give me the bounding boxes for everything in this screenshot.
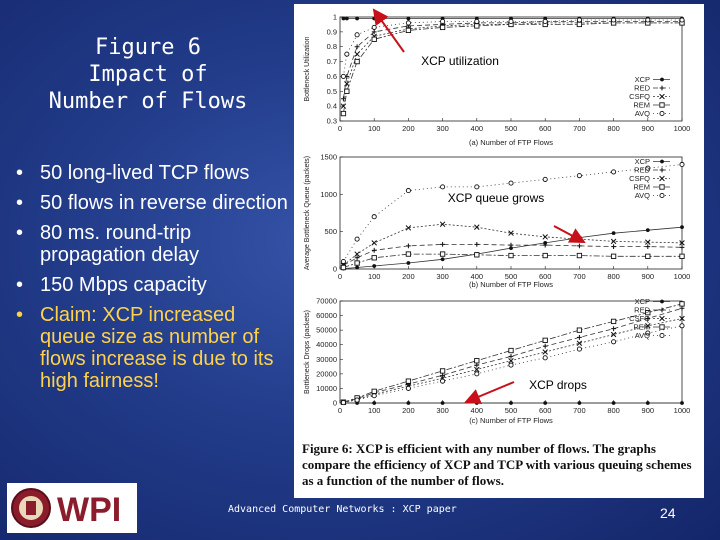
x-tick-label: 400 <box>470 124 484 133</box>
y-axis-label: Bottleneck Utilization <box>304 36 311 102</box>
annotation-2 <box>442 190 585 242</box>
y-tick-label: 0 <box>332 398 337 408</box>
x-tick-label: 500 <box>504 124 518 133</box>
data-point <box>680 401 684 405</box>
x-tick-label: 400 <box>470 406 484 415</box>
x-tick-label: 0 <box>337 124 343 133</box>
x-tick-label: 300 <box>436 406 449 415</box>
data-point <box>660 316 665 321</box>
data-point <box>441 19 445 23</box>
y-tick-label: 0.8 <box>326 42 337 52</box>
data-point <box>612 401 616 405</box>
x-tick-label: 900 <box>641 124 655 133</box>
data-point <box>660 300 664 304</box>
x-tick-label: 800 <box>607 272 620 281</box>
data-point <box>543 344 548 349</box>
data-point <box>406 243 411 248</box>
chart-1 <box>304 13 690 148</box>
data-point <box>372 394 376 398</box>
data-point <box>406 379 410 383</box>
data-point <box>440 369 444 373</box>
figure-panel <box>294 4 704 498</box>
data-point <box>660 103 664 107</box>
data-point <box>474 363 479 368</box>
footer-text: Advanced Computer Networks : XCP paper <box>228 504 457 515</box>
y-tick-label: 30000 <box>316 354 337 364</box>
data-point <box>342 17 346 21</box>
figure-caption: Figure 6: XCP is efficient with any number of flows. The graphs compare the efficiency of XCP and TCP with various queuing schemes as a function of the number of flows. <box>302 441 692 488</box>
data-point <box>646 254 650 258</box>
x-tick-label: 700 <box>573 272 586 281</box>
data-point <box>440 242 445 247</box>
legend-label: CSFQ <box>629 174 650 183</box>
x-tick-label: 900 <box>641 272 655 281</box>
data-point <box>660 176 665 181</box>
y-tick-label: 0.3 <box>326 116 337 126</box>
data-point <box>543 177 547 181</box>
data-point <box>645 244 650 249</box>
data-point <box>474 242 479 247</box>
data-point <box>372 389 376 393</box>
data-point <box>611 332 616 337</box>
data-point <box>475 359 479 363</box>
legend-label: RED <box>634 165 650 175</box>
legend-label: XCP <box>634 75 650 84</box>
data-point <box>646 401 650 405</box>
data-point <box>543 19 547 23</box>
y-tick-label: 20000 <box>316 369 337 379</box>
legend-label: XCP <box>634 157 650 166</box>
data-point <box>475 372 479 376</box>
bullet-list <box>12 162 294 400</box>
chart-3 <box>304 297 690 426</box>
series-rem <box>341 252 684 270</box>
data-point <box>406 386 410 390</box>
y-tick-label: 0.6 <box>326 71 337 81</box>
data-point <box>611 244 616 249</box>
y-tick-label: 50000 <box>316 325 337 335</box>
annotation-label: XCP queue grows <box>447 191 545 205</box>
data-point <box>407 261 411 265</box>
x-tick-label: 600 <box>538 124 552 133</box>
legend-label: XCP <box>634 297 650 306</box>
x-tick-label: 100 <box>367 272 381 281</box>
slide-title <box>28 34 268 115</box>
bullet-item: • 150 Mbps capacity <box>12 274 294 296</box>
data-point <box>680 254 684 258</box>
data-point <box>578 401 582 405</box>
data-point <box>660 160 664 164</box>
x-tick-label: 500 <box>504 406 518 415</box>
data-point <box>355 261 359 265</box>
data-point <box>474 367 479 372</box>
data-point <box>341 265 345 269</box>
data-point <box>372 248 377 253</box>
page-number: 24 <box>660 505 676 521</box>
x-tick-label: 100 <box>367 124 381 133</box>
data-point <box>646 18 650 22</box>
legend-label: CSFQ <box>629 314 650 323</box>
claim-bullet: • Claim: XCP increased queue size as number of flows increase is due to its high fairness! <box>12 304 294 392</box>
data-point <box>660 111 664 115</box>
data-point <box>611 326 616 331</box>
data-point <box>407 17 411 21</box>
chart-2 <box>304 153 690 290</box>
legend-label: AVQ <box>634 191 650 200</box>
data-point <box>441 185 445 189</box>
x-tick-label: 700 <box>573 124 586 133</box>
data-point <box>345 17 349 21</box>
x-tick-label: 300 <box>436 272 449 281</box>
data-point <box>355 266 359 270</box>
x-axis-label: (a) Number of FTP Flows <box>468 138 554 147</box>
series-xcp <box>342 401 684 405</box>
y-tick-label: 0.4 <box>326 101 337 111</box>
legend-label: AVQ <box>634 331 650 340</box>
y-axis-label: Average Bottleneck Queue (packets) <box>304 155 311 271</box>
data-point <box>475 401 479 405</box>
data-point <box>345 89 349 93</box>
data-point <box>509 181 513 185</box>
data-point <box>611 254 615 258</box>
legend <box>629 157 670 200</box>
y-tick-label: 1500 <box>320 152 337 162</box>
data-point <box>355 398 359 402</box>
bullet-item: • 50 long-lived TCP flows <box>12 162 294 184</box>
data-point <box>612 231 616 235</box>
data-point <box>509 348 513 352</box>
y-tick-label: 0.5 <box>326 86 337 96</box>
x-tick-label: 200 <box>402 272 415 281</box>
data-point <box>577 243 582 248</box>
x-tick-label: 600 <box>538 406 552 415</box>
x-axis-label: (b) Number of FTP Flows <box>468 280 554 289</box>
data-point <box>509 19 513 23</box>
data-point <box>509 363 513 367</box>
data-point <box>406 252 410 256</box>
data-point <box>407 401 411 405</box>
x-tick-label: 0 <box>337 406 343 415</box>
data-point <box>406 28 410 32</box>
data-point <box>660 78 664 82</box>
data-point <box>441 401 445 405</box>
slide-title-line-3: Number of Flows <box>48 89 248 114</box>
data-point <box>345 52 349 56</box>
bullet-item: • 50 flows in reverse direction <box>12 192 294 214</box>
bullet-item: • 80 ms. round-trip propagation delay <box>12 222 294 266</box>
y-tick-label: 1000 <box>320 189 337 199</box>
data-point <box>372 17 376 21</box>
annotation-arrow <box>466 382 514 402</box>
legend-label: REM <box>633 322 650 332</box>
x-tick-label: 400 <box>470 272 484 281</box>
data-point <box>577 335 582 340</box>
y-tick-label: 60000 <box>316 311 337 321</box>
data-point <box>543 253 547 257</box>
data-point <box>440 252 444 256</box>
annotation-3 <box>466 377 593 402</box>
data-point <box>355 59 359 63</box>
data-point <box>341 74 345 78</box>
figure-svg <box>294 4 704 498</box>
y-axis-label: Bottleneck Drops (packets) <box>304 309 311 395</box>
data-point <box>475 24 479 28</box>
data-point <box>406 21 410 25</box>
data-point <box>543 234 548 239</box>
data-point <box>509 354 514 359</box>
data-point <box>372 37 376 41</box>
legend-label: RED <box>634 83 650 93</box>
data-point <box>543 401 547 405</box>
data-point <box>680 306 685 311</box>
data-point <box>372 401 376 405</box>
data-point <box>660 333 664 337</box>
x-axis-label: (c) Number of FTP Flows <box>469 416 553 425</box>
x-tick-label: 1000 <box>673 124 691 133</box>
y-tick-label: 0.9 <box>326 27 337 37</box>
annotation-label: XCP drops <box>529 378 587 392</box>
data-point <box>577 18 581 22</box>
data-point <box>372 215 376 219</box>
legend-label: REM <box>633 182 650 192</box>
data-point <box>611 319 615 323</box>
data-point <box>680 18 684 22</box>
x-tick-label: 200 <box>402 124 415 133</box>
wpi-seal-icon <box>7 483 137 533</box>
data-point <box>660 94 665 99</box>
data-point <box>543 350 548 355</box>
x-tick-label: 600 <box>538 272 552 281</box>
series-avq <box>341 324 684 405</box>
data-point <box>475 19 479 23</box>
data-point <box>543 338 547 342</box>
x-tick-label: 0 <box>337 272 343 281</box>
slide-title-line-1: Figure 6 <box>95 35 201 60</box>
data-point <box>680 162 684 166</box>
data-point <box>680 324 684 328</box>
data-point <box>660 168 665 173</box>
data-point <box>441 379 445 383</box>
legend-label: REM <box>633 100 650 110</box>
data-point <box>577 253 581 257</box>
data-point <box>680 225 684 229</box>
x-tick-label: 800 <box>607 406 620 415</box>
data-point <box>475 185 479 189</box>
data-point <box>577 22 581 26</box>
data-point <box>612 170 616 174</box>
data-point <box>355 17 359 21</box>
y-tick-label: 1 <box>332 12 337 22</box>
legend-label: CSFQ <box>629 92 650 101</box>
data-point <box>660 193 664 197</box>
data-point <box>372 25 376 29</box>
data-point <box>577 328 581 332</box>
x-tick-label: 100 <box>367 406 381 415</box>
data-point <box>612 18 616 22</box>
data-point <box>355 52 360 57</box>
data-point <box>680 302 684 306</box>
legend-label: AVQ <box>634 109 650 118</box>
x-tick-label: 900 <box>641 406 655 415</box>
x-tick-label: 300 <box>436 124 449 133</box>
wpi-logo-text: WPI <box>57 491 122 529</box>
data-point <box>509 401 513 405</box>
data-point <box>509 253 513 257</box>
data-point <box>646 228 650 232</box>
y-tick-label: 0.7 <box>326 57 337 67</box>
x-tick-label: 200 <box>402 406 415 415</box>
data-point <box>660 86 665 91</box>
y-tick-label: 500 <box>324 227 337 237</box>
x-tick-label: 800 <box>607 124 620 133</box>
data-point <box>440 25 444 29</box>
data-point <box>660 325 664 329</box>
legend-label: RED <box>634 305 650 315</box>
x-tick-label: 1000 <box>673 272 691 281</box>
data-point <box>372 264 376 268</box>
data-point <box>577 174 581 178</box>
x-tick-label: 500 <box>504 272 518 281</box>
series-line <box>343 319 682 403</box>
x-tick-label: 700 <box>573 406 586 415</box>
legend <box>629 75 670 118</box>
data-point <box>612 340 616 344</box>
data-point <box>441 257 445 261</box>
data-point <box>372 256 376 260</box>
x-tick-label: 1000 <box>673 406 691 415</box>
data-point <box>355 33 359 37</box>
data-point <box>355 237 359 241</box>
slide-title-line-2: Impact of <box>88 62 208 87</box>
data-point <box>341 111 345 115</box>
data-point <box>372 240 377 245</box>
y-tick-label: 40000 <box>316 340 337 350</box>
y-tick-label: 10000 <box>316 383 337 393</box>
data-point <box>577 347 581 351</box>
data-point <box>475 253 479 257</box>
y-tick-label: 0 <box>332 264 337 274</box>
data-point <box>509 243 514 248</box>
data-point <box>341 259 345 263</box>
wpi-logo <box>7 483 137 533</box>
annotation-label: XCP utilization <box>421 54 499 68</box>
data-point <box>660 185 664 189</box>
y-tick-label: 70000 <box>316 296 337 306</box>
data-point <box>680 245 685 250</box>
data-point <box>406 189 410 193</box>
data-point <box>341 400 345 404</box>
data-point <box>509 358 514 363</box>
data-point <box>543 356 547 360</box>
legend <box>629 297 670 340</box>
